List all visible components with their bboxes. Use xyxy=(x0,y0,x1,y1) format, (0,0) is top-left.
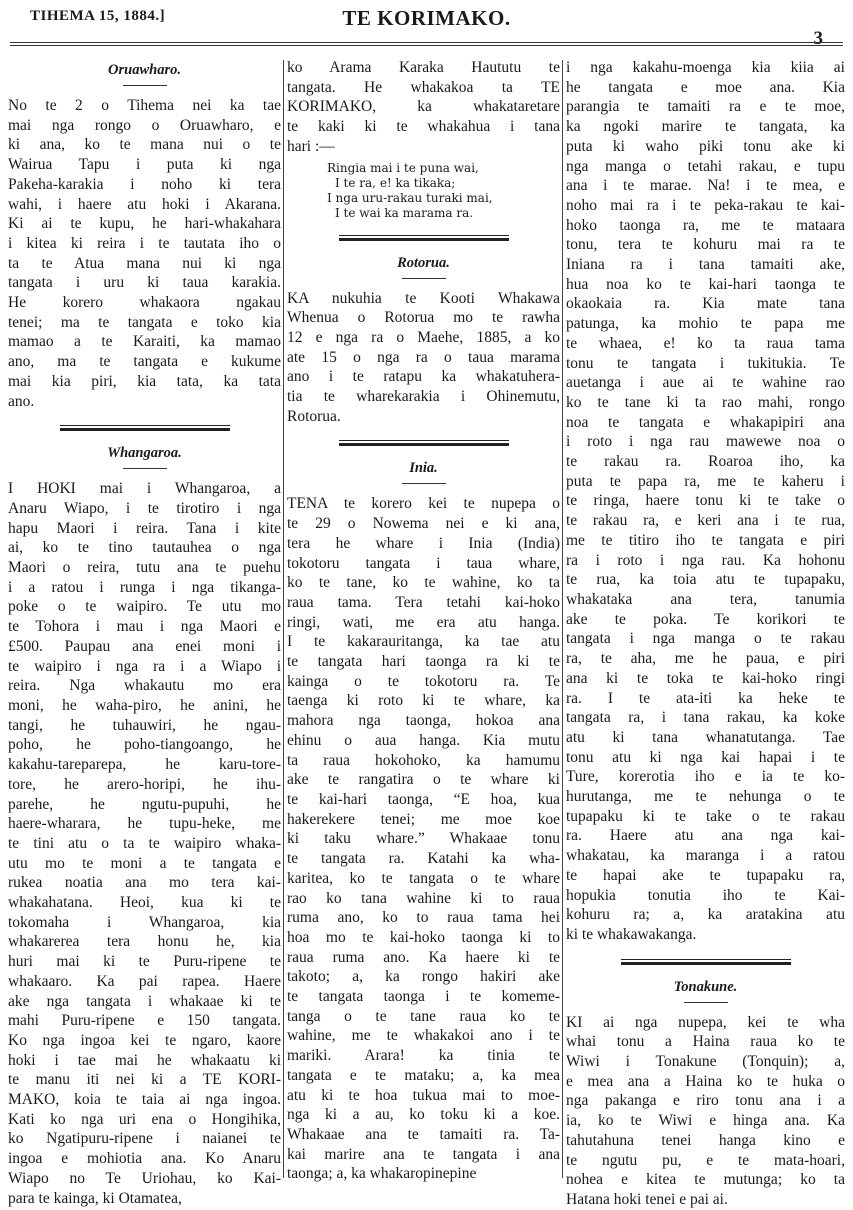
text-line: ehinu o aua hanga. Kia mutu xyxy=(287,731,560,749)
text-line: te kai-hari taonga, “E hoa, kua xyxy=(287,790,560,808)
text-line: hurutanga, me te nehunga o te xyxy=(566,788,845,806)
text-line: poho, he poho-tiangoango, he xyxy=(8,736,281,754)
text-line: te tangata hari taonga ra ki te xyxy=(287,653,560,671)
text-line: tangata i nga manga o te rakau xyxy=(566,630,845,648)
text-line: ki taku whare.” Whakaae tonu xyxy=(287,830,560,848)
section-title-whangaroa: Whangaroa. xyxy=(107,445,182,462)
text-line: rukea noatia ana mo tera kai- xyxy=(8,874,281,892)
text-line: kohuru ra; a, ka aratakina atu xyxy=(566,906,845,924)
text-line: Ko nga ingoa kei te ngaro, kaore xyxy=(8,1031,281,1049)
title-underline xyxy=(123,468,167,469)
text-line: nga pakanga e riro tonu ana i a xyxy=(566,1092,845,1110)
poem-line: Ringia mai i te puna wai, xyxy=(327,160,479,175)
poem-line: I te wai ka marama ra. xyxy=(335,205,474,220)
text-line: ia, ko te Wiwi e hinga ana. Ka xyxy=(566,1112,845,1130)
text-line: atu ki tana whanatutanga. Tae xyxy=(566,728,845,746)
text-line: taonga; a, ka whakaropinepine xyxy=(287,1165,477,1183)
text-line: mahora nga taonga, hokoa ana xyxy=(287,712,560,730)
text-line: Whakaae ana te tamaiti ra. Ta- xyxy=(287,1125,560,1143)
text-line: Wiapo no Te Uriohau, ko Kai- xyxy=(8,1169,281,1187)
text-line: utu mo te moni a te tangata e xyxy=(8,854,281,872)
text-line: te Tohora i mau i nga Maori e xyxy=(8,618,281,636)
text-line: whai tonu a Haina raua ko te xyxy=(566,1033,845,1051)
text-line: tonu te tangata i tukitukia. Te xyxy=(566,354,845,372)
text-line: patunga, ka mohio te papa me xyxy=(566,315,845,333)
text-line: ana ki te toka te kai-hoko ringi xyxy=(566,669,845,687)
text-line: nga ki a au, ko toku ki a koe. xyxy=(287,1106,560,1124)
text-line: ka ngoki marire te tangata, ka xyxy=(566,118,845,136)
text-line: karitea, ko te tangata o te whare xyxy=(287,869,560,887)
text-line: Iniana ra i tana tamaiti ake, xyxy=(566,256,845,274)
text-line: whakahatana. Heoi, kua ki te xyxy=(8,894,281,912)
text-line: i a ratou i runga i nga tikanga- xyxy=(8,578,281,596)
text-line: raua ruma ano. Ka haere ki te xyxy=(287,948,560,966)
title-underline xyxy=(402,483,446,484)
text-line: ta te Atua mana nui ki nga xyxy=(8,254,281,272)
text-line: te kaki ki te whakahua i tana xyxy=(287,118,560,136)
text-line: ake te poka. Te korikori te xyxy=(566,610,845,628)
text-line: ra. I te ata-iti ka heke te xyxy=(566,689,845,707)
text-line: ano, ma te tangata e kukume xyxy=(8,353,281,371)
section-separator xyxy=(60,425,230,431)
text-line: tupapaku ki te take o te rakau xyxy=(566,807,845,825)
text-line: ko Ngatipuru-ripene i naianei te xyxy=(8,1130,281,1148)
text-line: poke o te waipiro. Te utu mo xyxy=(8,598,281,616)
article-rotorua xyxy=(287,289,560,427)
text-line: tera he whare i Inia (India) xyxy=(287,534,560,552)
text-line: ringi, wati, me era atu hanga. xyxy=(287,613,560,631)
text-line: Wiwi i Tonakune (Tonquin); a, xyxy=(566,1053,845,1071)
text-line: hakerekere tenei; me moe koe xyxy=(287,810,560,828)
section-title-inia: Inia. xyxy=(409,460,438,477)
text-line: Ture, korerotia iho e ia te ko- xyxy=(566,768,845,786)
text-line: te tangata taonga i te komeme- xyxy=(287,988,560,1006)
text-line: i kitea ki reira i te tautata iho o xyxy=(8,234,281,252)
text-line: hapu Maori i reira. Tana i kite xyxy=(8,519,281,537)
text-line: Anaru Wiapo, i te tirotiro i nga xyxy=(8,499,281,517)
text-line: I te kakarauritanga, ka tae atu xyxy=(287,633,560,651)
text-line: Maori o reira, tutu ana te puehu xyxy=(8,559,281,577)
section-title-tonakune: Tonakune. xyxy=(673,978,738,995)
text-line: TENA te korero kei te nupepa o xyxy=(287,495,560,513)
text-line: kainga o te tokotoru ra. Te xyxy=(287,672,560,690)
text-line: hopukia tonutia iho te Kai- xyxy=(566,886,845,904)
text-line: 12 e nga ra o Maehe, 1885, a ko xyxy=(287,328,560,346)
text-line: ake te rangatira o te whare ki xyxy=(287,771,560,789)
text-line: ra. Haere atu ana nga kai- xyxy=(566,827,845,845)
text-line: te whaea, e! ko ta raua tama xyxy=(566,334,845,352)
text-line: ruma ano, ko to raua tama hei xyxy=(287,909,560,927)
page-header xyxy=(0,0,853,52)
poem-line: I nga uru-rakau turaki mai, xyxy=(327,190,493,205)
section-title-oruawharo: Oruawharo. xyxy=(108,62,181,78)
text-line: Rotorua. xyxy=(287,407,341,425)
text-line: tia te wharekarakia i Ohinemutu, xyxy=(287,388,560,406)
text-line: taenga ki roto ki te whare, ka xyxy=(287,692,560,710)
text-line: ko te tane ki ta rao mahi, rongo xyxy=(566,393,845,411)
text-line: whakarerea tera honu he, kia xyxy=(8,933,281,951)
text-line: i roto i nga rau mawewe noa o xyxy=(566,433,845,451)
text-line: te tini atu o ta te waipiro whaka- xyxy=(8,834,281,852)
article-whangaroa xyxy=(8,479,281,1208)
text-line: ra i roto i nga rau. Ka hohonu xyxy=(566,551,845,569)
text-line: hua noa ko te kai-hari taonga te xyxy=(566,275,845,293)
section-separator xyxy=(339,440,509,446)
text-line: tokomaha i Whangaroa, kia xyxy=(8,913,281,931)
text-line: tenei; ma te tangata e toko kia xyxy=(8,313,281,331)
text-line: kakahu-tareparepa, he karu-tore- xyxy=(8,756,281,774)
text-line: ra, te aha, me he paua, e piri xyxy=(566,650,845,668)
article-tonakune xyxy=(566,1013,845,1210)
text-line: te 29 o Nowema nei e ki ana, xyxy=(287,515,560,533)
title-underline xyxy=(684,1002,728,1003)
text-line: ki ana, ko te mana nui o te xyxy=(8,136,281,154)
text-line: noho mai ra i te peka-rakau te kai- xyxy=(566,196,845,214)
article-inia-continued xyxy=(566,58,845,945)
section-separator xyxy=(621,959,791,965)
text-line: whakatau, ka maranga i a ratou xyxy=(566,847,845,865)
newspaper-title: TE KORIMAKO. xyxy=(342,6,511,30)
column-2 xyxy=(287,52,560,1184)
text-line: me te titiro iho te tangata e piri xyxy=(566,531,845,549)
text-line: te rakau ra, e keri ana i te rua, xyxy=(566,512,845,530)
text-line: ingoa e mohiotia ana. Ko Anaru xyxy=(8,1150,281,1168)
text-line: ta raua hokohoko, ka hamumu xyxy=(287,751,560,769)
text-line: noa te tangata e whakapipiri ana xyxy=(566,413,845,431)
text-line: e mea ana a Haina ko te huka o xyxy=(566,1072,845,1090)
text-line: puta te papa ra, me te kaheru i xyxy=(566,472,845,490)
text-line: okaokaia ra. Kia mate tana xyxy=(566,295,845,313)
text-line: i nga kakahu-moenga kia kiia ai xyxy=(566,59,845,76)
text-line: tonu atu ki nga kai hapai i te xyxy=(566,748,845,766)
text-line: puta ki waho piki tonu ake ki xyxy=(566,137,845,155)
text-line: Kati ko nga uri ena o Hongihika, xyxy=(8,1110,281,1128)
text-line: tangata. He whakakoa ta TE xyxy=(287,78,560,96)
text-line: ana i te marae. Na! i te mea, e xyxy=(566,177,845,195)
text-line: haere-wharara, he tupu-heke, me xyxy=(8,815,281,833)
text-line: wahi, i haere atu hoki i Akarana. xyxy=(8,195,281,213)
text-line: Hatana hoki tenei e pai ai. xyxy=(566,1190,728,1208)
text-line: hoko taonga ra, me te mataara xyxy=(566,216,845,234)
header-rule-double xyxy=(10,45,843,46)
text-line: tangata i uru ki taua karakia. xyxy=(8,274,281,292)
text-line: he tangata e moe ana. Kia xyxy=(566,78,845,96)
text-line: mai kia piri, kia tata, ka tata xyxy=(8,372,281,390)
article-oruawharo xyxy=(8,96,281,411)
text-line: ake nga tangata i whakaae ki te xyxy=(8,992,281,1010)
text-line: ate 15 o nga ra o taua marama xyxy=(287,348,560,366)
text-line: Pakeha-karakia i noho ki tera xyxy=(8,175,281,193)
text-line: tangata ra, i tana rakau, ka koke xyxy=(566,709,845,727)
text-line: whakataka ana tera, tanumia xyxy=(566,590,845,608)
text-line: whakaaro. Ka pai rapea. Haere xyxy=(8,972,281,990)
text-line: takoto; a, ka rongo hakiri ake xyxy=(287,968,560,986)
header-rule xyxy=(10,42,843,43)
text-line: te ringa, haere tonu ki te take o xyxy=(566,492,845,510)
text-line: te tangata ra. Katahi ka wha- xyxy=(287,850,560,868)
text-line: huri mai ki te Puru-ripene te xyxy=(8,953,281,971)
text-line: ai, ko te tino tautauhea o nga xyxy=(8,539,281,557)
text-line: nohea e kitea te mutunga; ko ta xyxy=(566,1171,845,1189)
text-line: te waipiro i nga ra i a Wiapo i xyxy=(8,657,281,675)
text-line: ko Arama Karaka Haututu te xyxy=(287,59,560,76)
text-line: tanga o te tane raua ko te xyxy=(287,1007,560,1025)
text-line: kai marire ana te tangata i ana xyxy=(287,1145,560,1163)
text-line: I HOKI mai i Whangaroa, a xyxy=(8,480,281,498)
text-line: mai nga rongo o Oruawharo, e xyxy=(8,116,281,134)
text-line: mamao a te Karaiti, ka mamao xyxy=(8,333,281,351)
text-line: mariki. Arara! ka tinia te xyxy=(287,1047,560,1065)
text-line: MAKO, koia te taia ai nga ingoa. xyxy=(8,1091,281,1109)
section-separator xyxy=(339,235,509,241)
text-line: Ki ai te kupu, he hari-whakahara xyxy=(8,215,281,233)
text-line: He korero whakaora ngakau xyxy=(8,294,281,312)
text-line: mahi Puru-ripene e 150 tangata. xyxy=(8,1012,281,1030)
text-line: ko te tane, ko te wahine, ko ta xyxy=(287,574,560,592)
text-line: moni, he waha-piro, he anini, he xyxy=(8,696,281,714)
text-line: tangi, he tuhauwiri, he ngau- xyxy=(8,716,281,734)
text-line: auetanga i aue ai te wahine rao xyxy=(566,374,845,392)
column-3 xyxy=(566,52,845,1210)
text-line: KI ai nga nupepa, kei te wha xyxy=(566,1013,845,1031)
text-line: reira. Nga whakautu mo era xyxy=(8,677,281,695)
text-line: No te 2 o Tihema nei ka tae xyxy=(8,97,281,114)
column-1 xyxy=(8,52,281,1208)
text-line: nga manga o tetahi rakau, e tupu xyxy=(566,157,845,175)
poem-line: I te ra, e! ka tikaka; xyxy=(335,175,456,190)
text-line: parangia te tamaiti ra e te moe, xyxy=(566,98,845,116)
title-underline xyxy=(123,85,167,86)
text-line: tonu, tera te kohuru mai ra te xyxy=(566,236,845,254)
text-line: te hapai ake te tupapaku ra, xyxy=(566,866,845,884)
section-title-rotorua: Rotorua. xyxy=(397,254,450,271)
text-line: KORIMAKO, ka whakataretare xyxy=(287,98,560,116)
text-line: Wairua Tapu i puta ki nga xyxy=(8,156,281,174)
text-line: ano. xyxy=(8,392,35,410)
article-continued xyxy=(287,58,560,157)
text-line: atu ki te hoa tukua mai to moe- xyxy=(287,1086,560,1104)
column-divider xyxy=(283,60,284,1178)
title-underline xyxy=(402,278,446,279)
text-line: KA nukuhia te Kooti Whakawa xyxy=(287,289,560,307)
column-divider xyxy=(562,60,563,1178)
page-number: 3 xyxy=(813,28,823,49)
text-line: te rakau ra. Roaroa iho, ka xyxy=(566,453,845,471)
text-line: hari :— xyxy=(287,137,335,155)
text-line: te ngutu pu, e te mata-hoari, xyxy=(566,1151,845,1169)
poem-stanza xyxy=(287,161,560,221)
text-line: ano i te ratapu ka whakatuhera- xyxy=(287,368,560,386)
text-line: rao ko tana wahine ki to raua xyxy=(287,889,560,907)
text-line: tokotoru tangata i taua whare, xyxy=(287,554,560,572)
article-inia xyxy=(287,494,560,1184)
text-line: hoa mo te kai-hoko taonga ki to xyxy=(287,928,560,946)
text-line: tore, he arero-horipi, he ihu- xyxy=(8,775,281,793)
text-line: raua tama. Tera tetahi kai-hoko xyxy=(287,593,560,611)
text-line: tangata e te mataku; a, ka mea xyxy=(287,1066,560,1084)
text-line: te rua, ka toia atu te tupapaku, xyxy=(566,571,845,589)
text-line: parehe, he ngutu-pupuhi, he xyxy=(8,795,281,813)
issue-date: TIHEMA 15, 1884.] xyxy=(30,8,166,24)
text-line: para te kainga, ki Otamatea, xyxy=(8,1189,182,1207)
text-line: te manu iti nei ki a TE KORI- xyxy=(8,1071,281,1089)
text-line: wahine, me te whakakoi ano i te xyxy=(287,1027,560,1045)
text-line: £500. Paupau ana enei moni i xyxy=(8,637,281,655)
text-line: tahutahuna tenei hanga kino e xyxy=(566,1131,845,1149)
text-line: hoki i tae mai he whakaatu ki xyxy=(8,1051,281,1069)
text-line: ki te whakawakanga. xyxy=(566,925,697,943)
text-line: Whenua o Rotorua mo te rawha xyxy=(287,309,560,327)
